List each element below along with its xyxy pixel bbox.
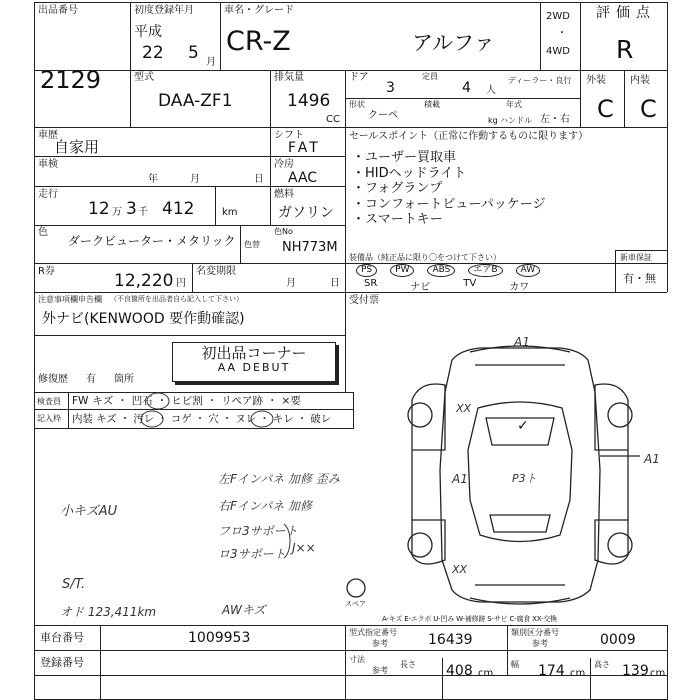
handle-label: ハンドル [500,116,532,125]
cat-value: 0009 [600,632,636,648]
sales-point-item: ・HIDヘッドライト [352,165,467,181]
inspect-item: ・ [267,395,278,407]
cert-sub: 参考 [372,639,388,648]
drive-2wd: 2WD [546,11,570,22]
diagram-xx-front: XX [456,402,472,415]
mileage-v1: 12 [88,199,110,219]
debut-stamp-sub: AA DEBUT [217,361,291,374]
hand-note-right4: ロ3サポート [218,547,286,561]
inspector-label: 検査員 [37,397,61,406]
notes-label: 注意事項欄申告欄 [38,295,102,304]
car-model: CR-Z [226,26,291,57]
damage-legend: A-キズ E-エクボ U-凹み W-補修跡 S-サビ C-腐食 XX-交換 [382,615,557,623]
interior-value: C [640,95,657,123]
inspect-item: 破レ [310,413,332,425]
buyer-label: 受付票 [349,295,379,306]
sales-point-item: ・ユーザー買取車 [352,150,457,165]
drive-sep: ・ [557,28,567,39]
inspection-label: 車検 [38,159,58,170]
mileage-u1: 万 [112,207,122,218]
inspect-item: キズ [92,395,114,407]
cert-label: 型式指定番号 [349,628,397,637]
diagram-center-note: P3ト [512,472,537,485]
equipment-name: TV [463,278,477,289]
inspect-item: ・ [157,413,168,425]
equipment-name: ナビ [410,282,431,293]
reg-no-label: 登録番号 [40,656,84,669]
equipment-name: SR [364,278,378,289]
inspect-item: キズ [96,413,117,425]
chassis-number: 1009953 [188,630,251,646]
chassis-label: 車台番号 [40,631,84,644]
model-code: DAA-ZF1 [158,91,233,111]
handle-value: 左・右 [540,114,570,125]
shift-value: FAT [288,140,321,156]
notes-line1: 外ナビ(KENWOOD 要作動確認) [42,311,245,327]
diagram-a1-right: A1 [644,452,660,466]
diagram-a1-top: A1 [514,335,530,349]
diagram-check-icon: ✓ [517,418,529,434]
hand-note-right3: フロ3サポート [218,524,298,538]
history-value: 自家用 [54,138,100,156]
inspect-item: FW [72,395,89,407]
dims-label: 寸法 [349,655,365,664]
inspect-item: コゲ [170,413,192,425]
name-label: 車名・グレード [224,5,294,16]
mileage-v3: 412 [162,199,195,219]
height-label: 高さ [594,660,610,669]
capacity-unit: 人 [486,85,496,96]
width-unit: cm [570,668,586,679]
first-reg-label: 初度登録年月 [134,5,194,16]
inspect-item: ヒビ割 [171,395,203,407]
car-grade: アルファ [412,31,495,55]
load-label: 積載 [424,100,440,109]
inspect-item: ・ [296,413,308,425]
deadline-label: 名変期限 [196,266,236,277]
cat-label: 類別区分番号 [511,628,559,637]
notes-sub: （不良箇所を出品者自ら記入して下さい） [110,295,243,303]
inspect-item: ・ [194,413,206,425]
equipment-label: 装備品（純正品に限り〇をつけて下さい） [349,253,501,262]
hand-note-left3b: AWキズ [222,603,266,617]
repair-label: 修復歴 [38,374,68,385]
inspect-item: 汚レ [133,413,155,425]
inspection-year: 年 [148,174,158,185]
sales-point-item: ・フォグランプ [352,181,443,196]
inspection-month: 月 [190,174,200,185]
equipment-code: ABS [427,264,455,277]
inspect-item: ・ [221,413,233,425]
color-value: ダークビューター・メタリック [68,234,236,248]
height-unit: cm [650,668,666,679]
cert-value: 16439 [428,632,473,648]
first-reg-month-unit: 月 [206,57,216,68]
hand-note-right1: 左Fインパネ 加修 歪み [218,472,340,486]
body-shape-value: クーペ [368,110,398,121]
recycle-unit: 円 [176,278,186,289]
dealer-label: ディーラー・良行 [508,76,572,85]
inspect-item: ・ [259,413,270,425]
hand-note-right2: 右Fインパネ 加修 [218,499,312,513]
warranty-label: 新車保証 [620,253,652,262]
width-value: 174 [538,663,565,679]
drive-4wd: 4WD [546,46,570,57]
inspect-item: 凹石 [131,395,153,407]
inspect-item: キレ [272,413,294,425]
length-unit: cm [478,668,494,679]
aircon-label: 冷房 [274,159,294,170]
doors-label: ドア [349,72,369,83]
inspect-item: 穴 [208,413,219,425]
sales-point-item: ・コンフォートビューパッケージ [352,196,546,212]
inspect-item: 内装 [72,413,93,425]
doors-value: 3 [386,80,395,96]
diagram-xx-rear: XX [452,563,468,576]
recycle-label: R券 [38,266,55,277]
mileage-label: 走行 [38,189,58,200]
score-value: R [616,35,634,64]
interior-label: 内装 [630,75,650,86]
equipment-code: PW [390,264,414,277]
inspect-item: ・ [119,413,131,425]
year-label: 年式 [506,100,522,109]
history-label: 車歴 [38,130,58,141]
color-no-label: 色No [274,227,293,236]
recycle-value: 12,220 [114,271,174,291]
shift-label: シフト [274,130,304,141]
cat-sub: 参考 [532,639,548,648]
hand-note-right4b: J×× [292,541,316,555]
fuel-label: 燃料 [274,189,294,200]
width-label: 幅 [511,660,519,669]
inspect-item: リペア跡 [221,395,264,407]
model-code-label: 型式 [134,72,154,83]
hand-note-left1: 小キズAU [60,504,118,519]
equipment-code: AW [516,264,541,277]
diagram-a1-left: A1 [452,472,468,486]
equipment-code: エアB [468,264,502,277]
hand-note-left3: オド 123,411km [60,605,157,619]
repair-count-label: 箇所 [114,374,134,385]
sales-points-label: セールスポイント（正常に作動するものに限ります） [349,131,589,142]
inspect-item: ・ [206,395,218,407]
inspection-day: 日 [254,174,264,185]
capacity-label: 定員 [422,72,438,81]
first-reg-year: 22 [142,43,164,63]
diagram-spare: スペア [345,600,366,608]
color-code: NH773M [282,240,338,255]
listing-label: 出品番号 [38,5,78,16]
exterior-value: C [597,95,614,123]
report-label: 記入枠 [37,414,61,423]
hand-note-left2: S/T. [62,577,86,592]
exterior-label: 外装 [586,75,606,86]
debut-stamp-title: 初出品コーナー [201,344,307,362]
dims-sub: 参考 [372,666,388,675]
length-value: 408 [446,663,473,679]
height-value: 139 [622,663,649,679]
fuel-value: ガソリン [278,205,334,221]
first-reg-era: 平成 [134,24,162,40]
warranty-value: 有・無 [623,272,656,285]
displacement-unit: CC [326,114,340,125]
mileage-u2: 千 [138,207,148,218]
mileage-unit: km [222,207,238,218]
aircon-value: AAC [288,170,318,186]
listing-number: 2129 [40,66,102,94]
equipment-code: PS [356,264,377,277]
inspect-item: ヌレ [235,413,257,425]
load-unit: kg [488,116,498,125]
inspect-item: ×要 [281,395,301,407]
color-code-label: 色替 [244,240,260,249]
deadline-month: 月 [286,278,296,289]
color-label: 色 [38,227,48,238]
first-reg-month: 5 [188,43,199,63]
capacity-value: 4 [462,80,471,96]
displacement-value: 1496 [287,91,331,111]
equipment-name: カワ [509,282,530,293]
mileage-v2: 3 [126,199,137,219]
displacement-label: 排気量 [274,72,304,83]
deadline-day: 日 [330,278,340,289]
body-shape-label: 形状 [349,100,365,109]
length-label: 長さ [400,660,416,669]
repair-value: 有 [86,374,96,385]
score-label: 評価点 [596,5,656,21]
inspect-item: ・ [156,395,168,407]
inspect-item: ・ [117,395,128,407]
sales-point-item: ・スマートキー [352,212,443,227]
